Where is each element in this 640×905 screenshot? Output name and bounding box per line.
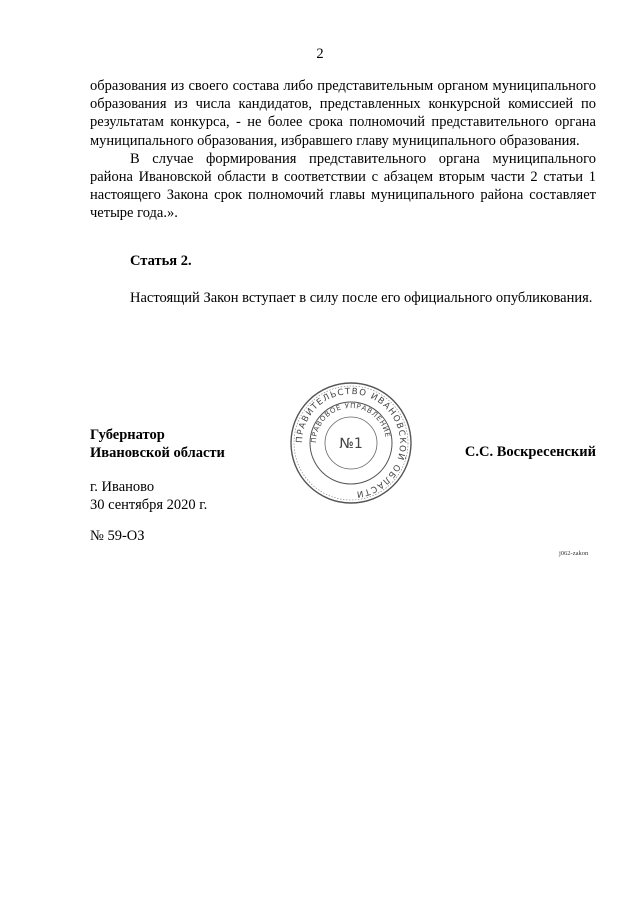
place: г. Иваново (90, 479, 155, 495)
official-seal (286, 378, 416, 508)
place-and-date (90, 478, 207, 514)
signatory-title-line-2: Ивановской области (90, 445, 225, 461)
signatory-name: С.С. Воскресенский (464, 444, 596, 460)
seal-inner-text: ПРАВОВОЕ УПРАВЛЕНИЕ (309, 401, 392, 444)
body-text-block-2 (90, 289, 596, 307)
paragraph-continuation: образования из своего состава либо представительным органом муниципального образования из числа кандидатов, представленных конкурсной комиссией по результатам конкурса, - не более срока полномочий представительного органа муниципального образования, избравшего главу муниципального образования. (90, 78, 596, 149)
law-number: № 59-ОЗ (90, 528, 145, 544)
date: 30 сентября 2020 г. (90, 497, 208, 513)
page-number: 2 (316, 46, 324, 62)
signatory-title (90, 426, 225, 462)
document-code: j062-zakon (559, 550, 589, 557)
seal-outer-text: ПРАВИТЕЛЬСТВО ИВАНОВСКОЙ ОБЛАСТИ (294, 386, 408, 499)
paragraph-term-of-office: В случае формирования представительного органа муниципального района Ивановской области в соответствии с абзацем вторым части 2 статьи 1 настоящего Закона срок полномочий главы муниципального района составляет четыре года.». (90, 150, 596, 222)
signatory-title-line-1: Губернатор (90, 427, 165, 443)
body-text-block-1 (90, 77, 596, 223)
article-heading: Статья 2. (130, 253, 192, 269)
seal-center-text: №1 (339, 436, 363, 452)
paragraph-entry-into-force: Настоящий Закон вступает в силу после его официального опубликования. (130, 290, 593, 306)
